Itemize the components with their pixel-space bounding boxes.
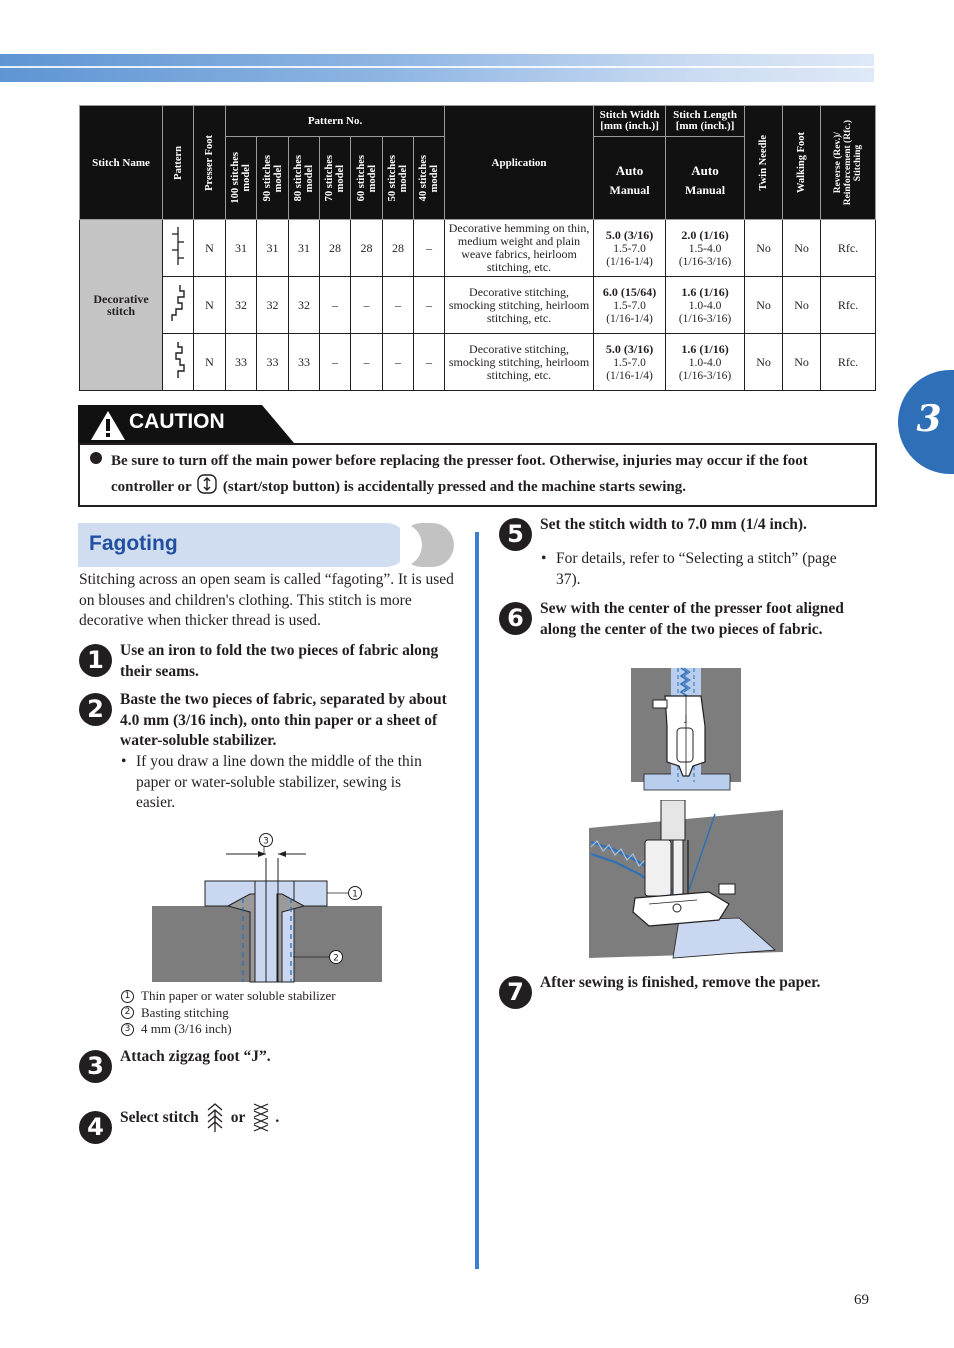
stitch-group-name: Decorative stitch [80,220,163,391]
width-manual-inch: (1/16-1/4) [606,255,653,268]
step-number-3: 3 [79,1050,112,1083]
walking-foot-value: No [783,220,821,277]
step-4-text [120,1102,450,1134]
chapter-number: 3 [916,398,942,440]
width-manual: 1.5-7.0 [613,242,646,255]
section-title: Fagoting [89,532,178,555]
header-model-60: 60 stitches model [355,154,378,202]
pattern-number: – [320,334,351,391]
header-model-80: 80 stitches model [293,154,315,202]
step-number-5: 5 [499,518,532,551]
pattern-icon [163,220,194,277]
pattern-number: 32 [289,277,320,334]
section-heading [78,523,454,567]
stitch-length-cell [666,277,745,334]
walking-foot-value: No [783,334,821,391]
pattern-number: – [383,334,414,391]
header-pattern: Pattern [172,145,184,180]
step-number-1: 1 [79,644,112,677]
step-number-7: 7 [499,976,532,1009]
legend-num: 3 [121,1023,134,1036]
pattern-number: 28 [383,220,414,277]
caution-text-before: Be sure to turn off the main power before replacing the presser foot. Otherwise, injuries may occur if the foot controller or [111,453,808,495]
page-number: 69 [854,1292,869,1308]
application-text: Decorative stitching, smocking stitching, heirloom stitching, etc. [445,277,594,334]
pattern-number: 31 [226,220,257,277]
step-2-note-text: If you draw a line down the middle of the thin paper or water-soluble stabilizer, sewing is easier. [136,753,422,811]
twin-needle-value: No [745,220,783,277]
header-stitch-width: Stitch Width [mm (inch.)] [594,106,666,137]
step-6-text: Sew with the center of the presser foot aligned along the center of the two pieces of fabric. [540,600,844,638]
step-2-text: Baste the two pieces of fabric, separated by about 4.0 mm (3/16 inch), onto thin paper or a sheet of water-soluble stabilizer. [120,691,447,749]
pattern-number: 33 [289,334,320,391]
fagoting-diagram [150,828,386,984]
step-3-text: Attach zigzag foot “J”. [120,1048,271,1065]
callout-2-label: 2 [333,953,339,964]
pattern-number: 28 [351,220,383,277]
header-reverse: Reverse (Rev.)/ Reinforcement (Rfc.) Stitching [833,119,864,206]
presser-foot: N [194,220,226,277]
width-auto: 5.0 (3/16) [605,341,654,356]
legend-text: 4 mm (3/16 inch) [141,1021,232,1036]
header-length-auto: Auto [691,162,719,178]
header-band [0,54,874,82]
length-manual-inch: (1/16-3/16) [678,369,732,382]
foot-label: J [684,714,688,724]
pattern-number: – [351,334,383,391]
step-number-4: 4 [79,1111,112,1144]
pattern-number: – [414,220,445,277]
legend-item [121,988,336,1005]
header-pattern-no: Pattern No. [226,106,445,137]
diagram-legend [121,988,336,1038]
width-manual-inch: (1/16-1/4) [606,369,653,382]
reverse-value: Rfc. [821,277,876,334]
twin-needle-value: No [745,334,783,391]
width-manual: 1.5-7.0 [613,356,646,369]
pattern-number: 32 [257,277,289,334]
legend-num: 1 [121,990,134,1003]
stitch-width-cell [594,220,666,277]
length-auto: 1.6 (1/16) [681,341,729,356]
legend-text: Basting stitching [141,1004,229,1020]
step-number-2: 2 [79,693,112,726]
width-manual: 1.5-7.0 [613,299,646,312]
twin-needle-value: No [745,277,783,334]
caution-title: CAUTION [129,410,225,433]
legend-num: 2 [121,1006,134,1019]
pattern-number: 31 [257,220,289,277]
step-5-note-text: For details, refer to “Selecting a stitch” (page 37). [556,550,837,588]
walking-foot-value: No [783,277,821,334]
table-row [80,277,876,334]
callout-3-label: 3 [263,836,269,847]
header-walking-foot: Walking Foot [796,132,808,193]
reverse-value: Rfc. [821,220,876,277]
header-stitch-length: Stitch Length [mm (inch.)] [666,106,745,137]
length-auto: 2.0 (1/16) [681,227,729,242]
fagoting-stitch-icon-1 [205,1102,225,1134]
header-model-50: 50 stitches model [387,154,409,202]
step-5-note [541,549,851,590]
pattern-number: 33 [257,334,289,391]
caution-text [111,448,861,500]
caution-bullet [90,452,102,464]
pattern-number: – [414,334,445,391]
header-width-manual: Manual [609,182,650,197]
header-model-90: 90 stitches model [261,154,284,202]
header-width-auto: Auto [615,162,644,178]
presser-foot: N [194,334,226,391]
legend-item [121,1021,336,1038]
presser-foot-perspective [589,800,783,960]
section-heading-pill [400,523,454,567]
pattern-number: 33 [226,334,257,391]
application-text: Decorative hemming on thin, medium weight and plain weave fabrics, heirloom stitching, etc. [445,220,594,277]
step-7-text: After sewing is finished, remove the paper. [540,974,821,991]
pattern-number: – [351,277,383,334]
length-manual: 1.0-4.0 [688,299,722,312]
bullet-dot: • [541,550,547,567]
pattern-number: 31 [289,220,320,277]
application-text: Decorative stitching, smocking stitching, heirloom stitching, etc. [445,334,594,391]
header-application: Application [445,106,594,220]
width-manual-inch: (1/16-1/4) [606,312,653,325]
table-row [80,220,876,277]
header-model-100: 100 stitches model [230,152,252,204]
pattern-icon [163,277,194,334]
header-model-70: 70 stitches model [324,154,346,202]
pattern-number: – [320,277,351,334]
presser-foot-top-view [631,666,743,792]
header-length-manual: Manual [685,182,726,197]
stitch-width-cell [594,334,666,391]
stitch-spec-table [79,105,876,391]
width-auto: 6.0 (15/64) [602,284,657,299]
column-divider [475,532,479,1269]
start-stop-button-icon [197,474,217,494]
bullet-dot: • [121,753,127,770]
header-stitch-name: Stitch Name [80,106,163,220]
pattern-number: – [414,277,445,334]
length-auto: 1.6 (1/16) [681,284,729,299]
pattern-number: 32 [226,277,257,334]
callout-1-label: 1 [352,889,358,900]
table-row [80,334,876,391]
stitch-length-cell [666,334,745,391]
presser-foot: N [194,277,226,334]
pattern-icon [163,334,194,391]
pattern-number: – [383,277,414,334]
step-4-text-before: Select stitch [120,1108,199,1126]
header-model-40: 40 stitches model [418,154,441,202]
step-4-text-or: or [230,1108,246,1126]
length-manual: 1.0-4.0 [688,356,722,369]
step-number-6: 6 [499,602,532,635]
fagoting-stitch-icon-2 [251,1102,271,1134]
step-5-text: Set the stitch width to 7.0 mm (1/4 inch). [540,516,807,533]
header-presser-foot: Presser Foot [204,134,215,191]
header-twin-needle: Twin Needle [758,134,770,191]
pattern-number: 28 [320,220,351,277]
caution-text-after: (start/stop button) is accidentally pressed and the machine starts sewing. [222,479,686,495]
legend-text: Thin paper or water soluble stabilizer [141,988,336,1003]
length-manual-inch: (1/16-3/16) [678,255,732,268]
length-manual: 1.5-4.0 [688,242,722,255]
step-4-text-end: . [275,1108,280,1126]
legend-item [121,1005,336,1022]
reverse-value: Rfc. [821,334,876,391]
width-auto: 5.0 (3/16) [605,227,654,242]
needle-bar [661,800,685,840]
presser-foot-holder [645,840,671,896]
step-1-text: Use an iron to fold the two pieces of fabric along their seams. [120,642,439,680]
stitch-length-cell [666,220,745,277]
intro-paragraph: Stitching across an open seam is called “fagoting”. It is used on blouses and children's clothing. This stitch is more decorative when thicker thread is used. [79,571,454,629]
warning-icon [90,410,126,441]
stitch-width-cell [594,277,666,334]
length-manual-inch: (1/16-3/16) [678,312,732,325]
step-2-note [121,752,441,814]
